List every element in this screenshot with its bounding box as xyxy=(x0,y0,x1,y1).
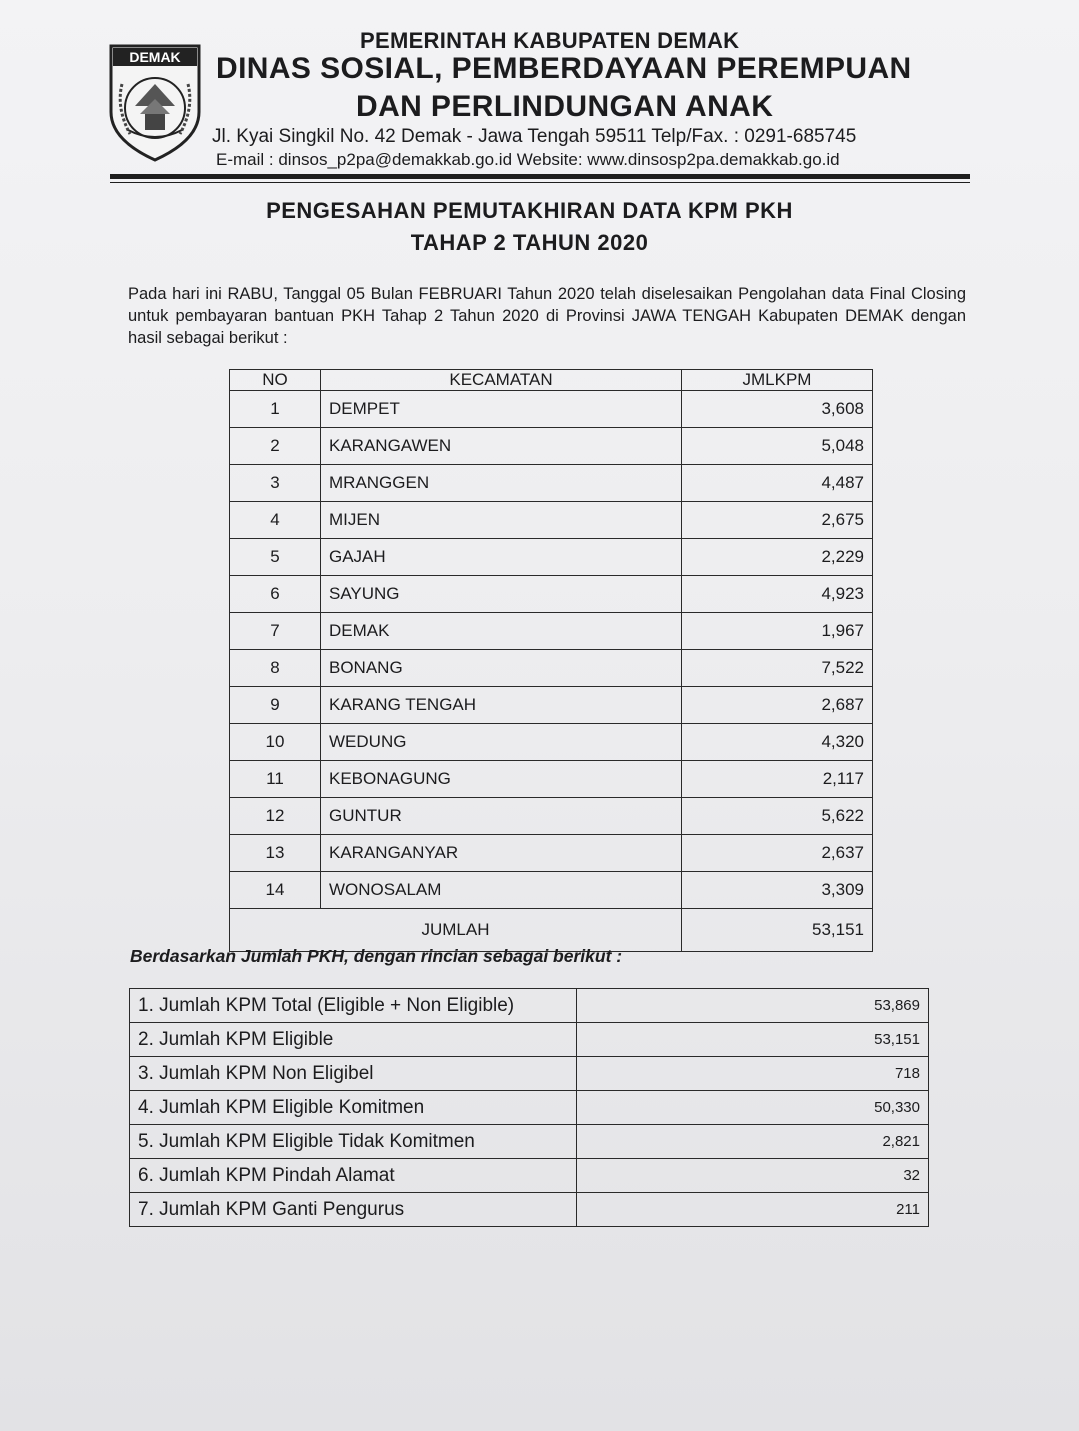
table-row xyxy=(230,835,873,872)
detail-row xyxy=(130,1023,929,1057)
col-header-kecamatan: KECAMATAN xyxy=(321,370,682,391)
row-no: 13 xyxy=(230,835,321,872)
row-kecamatan: GUNTUR xyxy=(321,798,682,835)
detail-value: 718 xyxy=(577,1057,929,1091)
row-jmlkpm: 2,687 xyxy=(682,687,873,724)
row-no: 9 xyxy=(230,687,321,724)
table-row xyxy=(230,798,873,835)
kecamatan-table xyxy=(229,369,873,952)
row-kecamatan: DEMPET xyxy=(321,391,682,428)
agency-name-cont: DAN PERLINDUNGAN ANAK xyxy=(356,90,774,123)
col-header-jmlkpm: JMLKPM xyxy=(682,370,873,391)
row-kecamatan: KEBONAGUNG xyxy=(321,761,682,798)
detail-label: 5. Jumlah KPM Eligible Tidak Komitmen xyxy=(130,1125,577,1159)
row-jmlkpm: 3,309 xyxy=(682,872,873,909)
row-kecamatan: SAYUNG xyxy=(321,576,682,613)
detail-value: 53,869 xyxy=(577,989,929,1023)
intro-paragraph: Pada hari ini RABU, Tanggal 05 Bulan FEBRUARI Tahun 2020 telah diselesaikan Pengolahan data Final Closing untuk pembayaran bantuan PKH Tahap 2 Tahun 2020 di Provinsi JAWA TENGAH Kabupaten DEMAK dengan hasil sebagai berikut : xyxy=(128,285,966,347)
row-no: 12 xyxy=(230,798,321,835)
table-row xyxy=(230,391,873,428)
row-kecamatan: KARANGAWEN xyxy=(321,428,682,465)
detail-label: 6. Jumlah KPM Pindah Alamat xyxy=(130,1159,577,1193)
row-no: 8 xyxy=(230,650,321,687)
row-jmlkpm: 1,967 xyxy=(682,613,873,650)
row-kecamatan: BONANG xyxy=(321,650,682,687)
row-kecamatan: KARANGANYAR xyxy=(321,835,682,872)
table-row xyxy=(230,613,873,650)
detail-table xyxy=(129,988,929,1227)
row-kecamatan: MRANGGEN xyxy=(321,465,682,502)
detail-row xyxy=(130,1091,929,1125)
detail-label: 7. Jumlah KPM Ganti Pengurus xyxy=(130,1193,577,1227)
table-row xyxy=(230,465,873,502)
row-jmlkpm: 4,923 xyxy=(682,576,873,613)
row-jmlkpm: 2,637 xyxy=(682,835,873,872)
row-no: 2 xyxy=(230,428,321,465)
row-no: 3 xyxy=(230,465,321,502)
row-kecamatan: KARANG TENGAH xyxy=(321,687,682,724)
detail-value: 50,330 xyxy=(577,1091,929,1125)
detail-value: 53,151 xyxy=(577,1023,929,1057)
detail-label: 2. Jumlah KPM Eligible xyxy=(130,1023,577,1057)
agency-contact: E-mail : dinsos_p2pa@demakkab.go.id Website: www.dinsosp2pa.demakkab.go.id xyxy=(216,150,840,169)
row-kecamatan: DEMAK xyxy=(321,613,682,650)
detail-row xyxy=(130,1193,929,1227)
detail-row xyxy=(130,1125,929,1159)
table-header-row xyxy=(230,370,873,391)
row-jmlkpm: 4,487 xyxy=(682,465,873,502)
detail-section-label: Berdasarkan Jumlah PKH, dengan rincian sebagai berikut : xyxy=(130,946,623,966)
government-name: PEMERINTAH KABUPATEN DEMAK xyxy=(360,28,740,53)
detail-row xyxy=(130,1159,929,1193)
detail-value: 32 xyxy=(577,1159,929,1193)
detail-label: 1. Jumlah KPM Total (Eligible + Non Eligible) xyxy=(130,989,577,1023)
detail-row xyxy=(130,1057,929,1091)
row-jmlkpm: 2,117 xyxy=(682,761,873,798)
demak-crest-logo xyxy=(108,44,202,162)
table-row xyxy=(230,872,873,909)
detail-value: 211 xyxy=(577,1193,929,1227)
detail-label: 3. Jumlah KPM Non Eligibel xyxy=(130,1057,577,1091)
detail-row xyxy=(130,989,929,1023)
table-row xyxy=(230,539,873,576)
agency-name: DINAS SOSIAL, PEMBERDAYAAN PEREMPUAN xyxy=(216,52,912,85)
table-row xyxy=(230,428,873,465)
row-jmlkpm: 3,608 xyxy=(682,391,873,428)
logo-text: DEMAK xyxy=(129,49,181,65)
row-no: 10 xyxy=(230,724,321,761)
table-row xyxy=(230,576,873,613)
document-subtitle: TAHAP 2 TAHUN 2020 xyxy=(410,230,649,255)
agency-address: Jl. Kyai Singkil No. 42 Demak - Jawa Tengah 59511 Telp/Fax. : 0291-685745 xyxy=(212,126,857,147)
table-row xyxy=(230,761,873,798)
row-no: 11 xyxy=(230,761,321,798)
row-jmlkpm: 7,522 xyxy=(682,650,873,687)
row-jmlkpm: 5,622 xyxy=(682,798,873,835)
detail-value: 2,821 xyxy=(577,1125,929,1159)
row-no: 7 xyxy=(230,613,321,650)
row-jmlkpm: 4,320 xyxy=(682,724,873,761)
document-title: PENGESAHAN PEMUTAKHIRAN DATA KPM PKH xyxy=(266,198,793,223)
row-jmlkpm: 5,048 xyxy=(682,428,873,465)
row-kecamatan: WEDUNG xyxy=(321,724,682,761)
row-kecamatan: MIJEN xyxy=(321,502,682,539)
total-label: JUMLAH xyxy=(230,909,682,952)
row-kecamatan: WONOSALAM xyxy=(321,872,682,909)
table-row xyxy=(230,687,873,724)
row-jmlkpm: 2,675 xyxy=(682,502,873,539)
col-header-no: NO xyxy=(230,370,321,391)
detail-label: 4. Jumlah KPM Eligible Komitmen xyxy=(130,1091,577,1125)
row-no: 4 xyxy=(230,502,321,539)
row-no: 5 xyxy=(230,539,321,576)
table-row xyxy=(230,724,873,761)
row-jmlkpm: 2,229 xyxy=(682,539,873,576)
row-kecamatan: GAJAH xyxy=(321,539,682,576)
table-row xyxy=(230,502,873,539)
letterhead-divider-thin xyxy=(110,182,970,183)
row-no: 6 xyxy=(230,576,321,613)
letterhead-divider xyxy=(110,174,970,179)
total-value: 53,151 xyxy=(682,909,873,952)
row-no: 14 xyxy=(230,872,321,909)
table-row xyxy=(230,650,873,687)
row-no: 1 xyxy=(230,391,321,428)
